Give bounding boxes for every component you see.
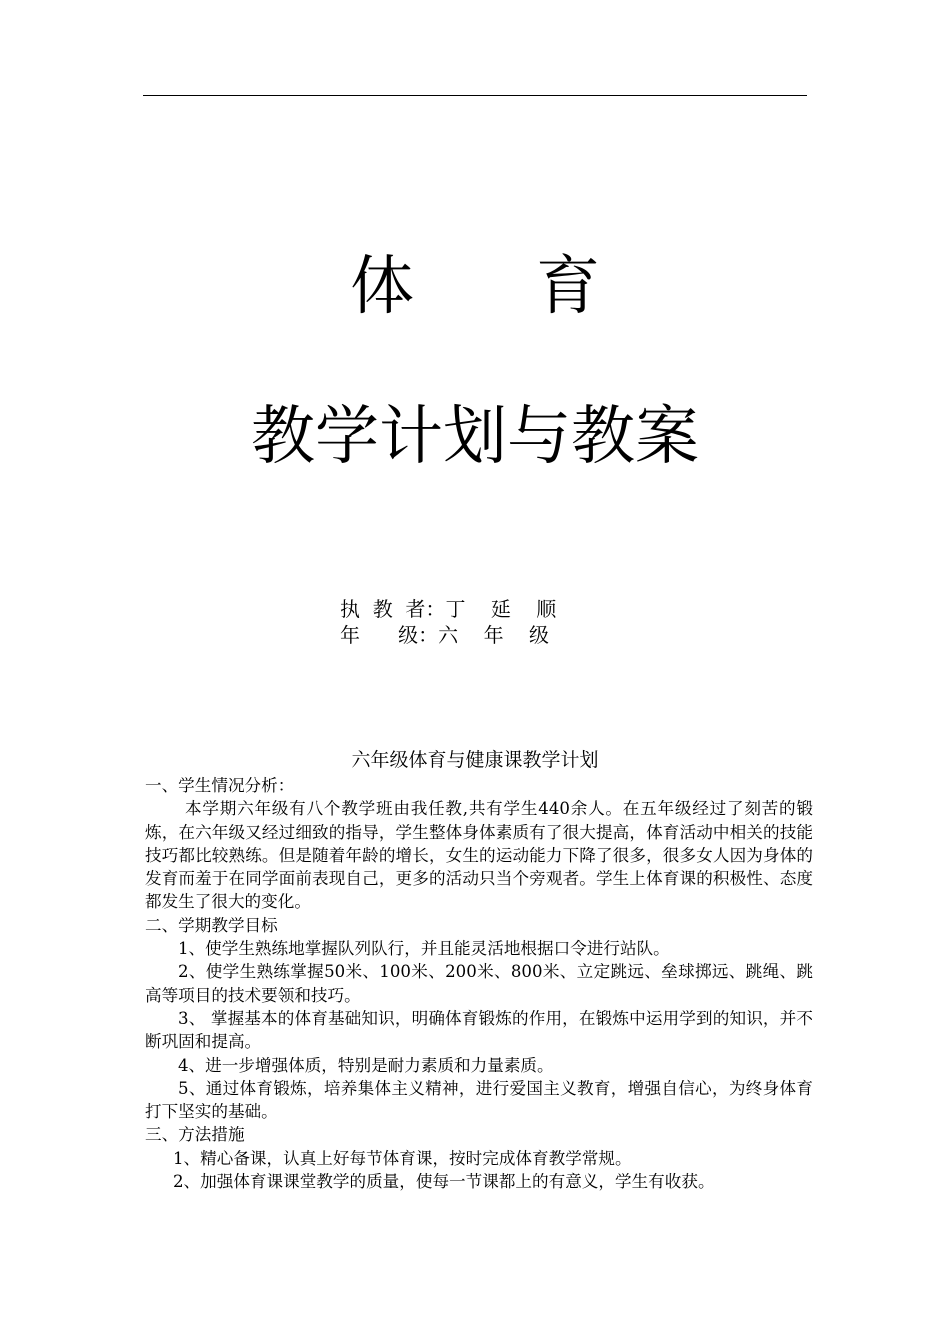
section2-heading: 二、学期教学目标 — [145, 915, 278, 935]
measure-item: 1、精心备课，认真上好每节体育课，按时完成体育教学常规。 — [173, 1148, 632, 1168]
teacher-row — [340, 596, 556, 622]
goal-item: 1、使学生熟练地掌握队列队行，并且能灵活地根据口令进行站队。 — [178, 939, 670, 959]
grade-row — [340, 622, 556, 648]
measure-item: 2、加强体育课课堂教学的质量，使每一节课都上的有意义，学生有收获。 — [173, 1172, 715, 1192]
cover-title — [0, 250, 950, 324]
grade-label: 年 级： — [340, 623, 439, 647]
cover-subtitle: 教学计划与教案 — [251, 400, 699, 474]
goal-item: 2、使学生熟练掌握50米、100米、200米、800米、立定跳远、垒球掷远、跳绳、跳高等项目的技术要领和技巧。 — [145, 962, 813, 1005]
teacher-name: 丁 延 顺 — [445, 597, 557, 621]
grade-value: 六 年 级 — [438, 623, 550, 647]
goal-item: 4、进一步增强体质，特别是耐力素质和力量素质。 — [178, 1055, 554, 1075]
cover-title-part1: 体 — [350, 250, 414, 324]
section1-paragraph: 本学期六年级有八个教学班由我任教,共有学生440余人。在五年级经过了刻苦的锻炼，在六年级又经过细致的指导，学生整体身体素质有了很大提高，体育活动中相关的技能技巧都比较熟练。但是随着年龄的增长，女生的运动能力下降了很多，很多女人因为身体的发育而羞于在同学面前表现自己，更多的活动只当个旁观者。学生上体育课的积极性、态度都发生了很大的变化。 — [145, 799, 813, 912]
section1-heading: 一、学生情况分析： — [145, 776, 295, 795]
teacher-label: 执 教 者： — [340, 597, 446, 621]
goal-item: 5、通过体育锻炼，培养集体主义精神，进行爱国主义教育，增强自信心，为终身体育打下坚实的基础。 — [145, 1078, 813, 1122]
header-rule — [143, 95, 807, 96]
cover-info — [340, 596, 556, 648]
goal-item: 3、 掌握基本的体育基础知识，明确体育锻炼的作用，在锻炼中运用学到的知识，并不断巩固和提高。 — [145, 1008, 813, 1052]
cover-title-part2: 育 — [536, 250, 600, 324]
plan-body — [145, 774, 813, 1193]
plan-title: 六年级体育与健康课教学计划 — [351, 749, 599, 771]
section3-heading: 三、方法措施 — [145, 1125, 245, 1145]
